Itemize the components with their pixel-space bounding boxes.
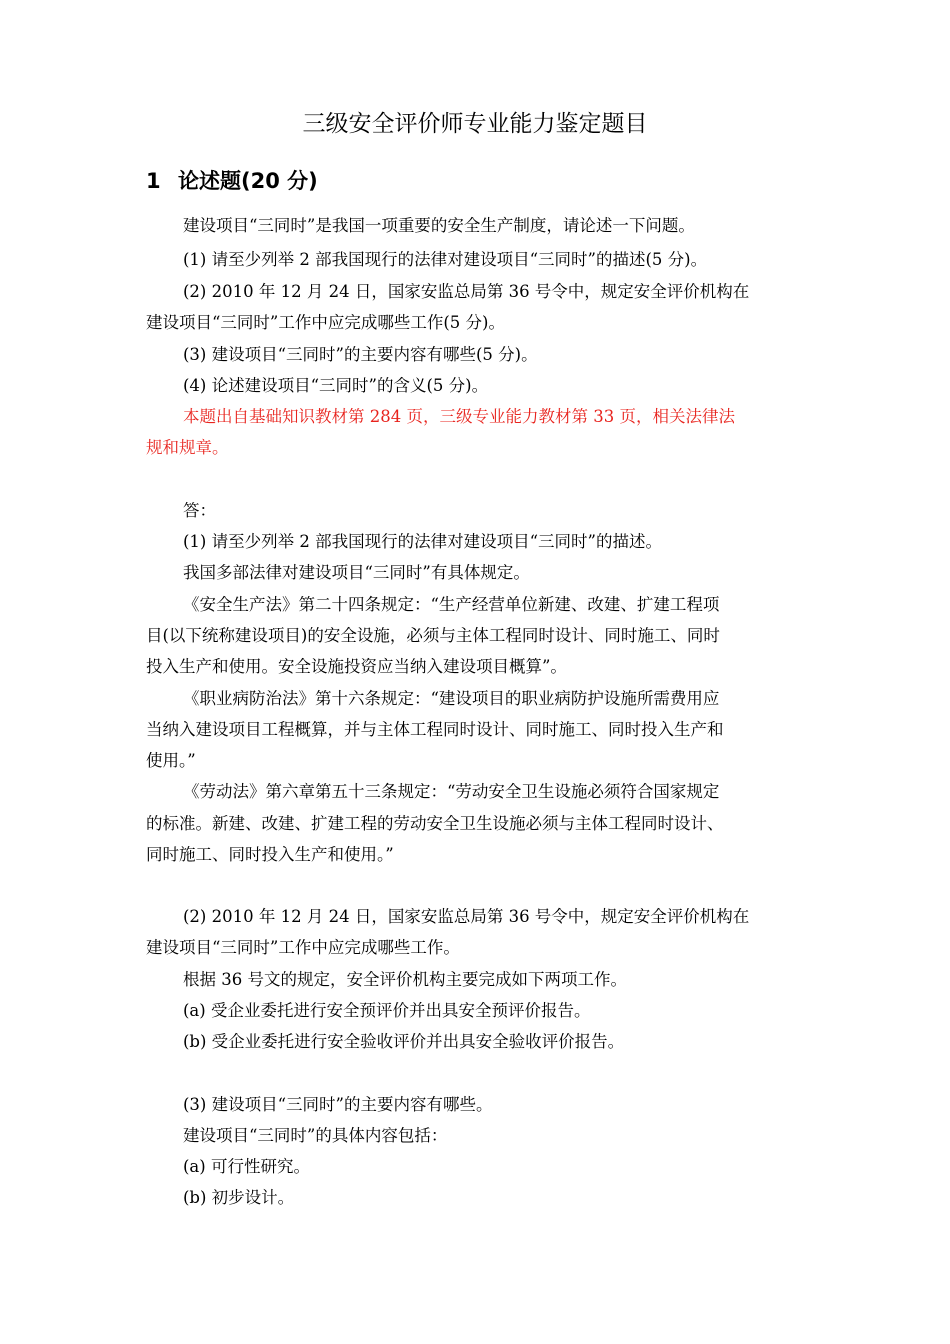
line-text: 《职业病防治法》第十六条规定：“建设项目的职业病防护设施所需费用应: [183, 689, 720, 708]
line-text: 投入生产和使用。安全设施投资应当纳入建设项目概算”。: [146, 657, 567, 676]
body-text-line: [146, 276, 810, 307]
line-text: 《劳动法》第六章第五十三条规定：“劳动安全卫生设施必须符合国家规定: [183, 782, 720, 801]
body-text-line: [146, 339, 810, 370]
body-text-line: [146, 995, 810, 1026]
line-text: 目(以下统称建设项目)的安全设施，必须与主体工程同时设计、同时施工、同时: [146, 626, 720, 645]
body-text-line: [146, 745, 810, 776]
body-text-line: [146, 839, 810, 870]
line-text: 根据 36 号文的规定，安全评价机构主要完成如下两项工作。: [183, 970, 627, 989]
body-text-line: [146, 683, 810, 714]
source-note-line: [146, 401, 810, 432]
line-text: (a) 受企业委托进行安全预评价并出具安全预评价报告。: [183, 1001, 591, 1020]
line-text: 规和规章。: [146, 438, 229, 457]
body-text-line: [146, 964, 810, 995]
line-text: 建设项目“三同时”是我国一项重要的安全生产制度，请论述一下问题。: [183, 216, 695, 235]
body-text-line: [146, 589, 810, 620]
line-text: (3) 建设项目“三同时”的主要内容有哪些。: [183, 1095, 493, 1114]
line-text: 建设项目“三同时”工作中应完成哪些工作(5 分)。: [146, 313, 505, 332]
body-text-line: [146, 495, 810, 526]
line-text: 我国多部法律对建设项目“三同时”有具体规定。: [183, 563, 530, 582]
line-text: 建设项目“三同时”的具体内容包括：: [183, 1126, 448, 1145]
section-heading: [146, 166, 318, 196]
line-text: 答：: [183, 501, 216, 520]
section-number: 1: [146, 169, 161, 193]
line-text: (2) 2010 年 12 月 24 日，国家安监总局第 36 号令中，规定安全评价机构在: [183, 282, 750, 301]
line-text: 《安全生产法》第二十四条规定：“生产经营单位新建、改建、扩建工程项: [183, 595, 720, 614]
body-text-line: [146, 370, 810, 401]
body-text-line: [146, 307, 810, 338]
line-text: (b) 受企业委托进行安全验收评价并出具安全验收评价报告。: [183, 1032, 625, 1051]
line-text: (2) 2010 年 12 月 24 日，国家安监总局第 36 号令中，规定安全评价机构在: [183, 907, 750, 926]
body-text-line: [146, 808, 810, 839]
line-text: 同时施工、同时投入生产和使用。”: [146, 845, 394, 864]
line-text: (a) 可行性研究。: [183, 1157, 310, 1176]
body-text-line: [146, 651, 810, 682]
line-text: 使用。”: [146, 751, 196, 770]
body-text-line: [146, 1151, 810, 1182]
line-text: 的标准。新建、改建、扩建工程的劳动安全卫生设施必须与主体工程同时设计、: [146, 814, 724, 833]
body-text-line: [146, 932, 810, 963]
line-text: (b) 初步设计。: [183, 1188, 295, 1207]
body-text-line: [146, 776, 810, 807]
body-text-line: [146, 1120, 810, 1151]
body-text-line: [146, 1182, 810, 1213]
body-text-line: [146, 526, 810, 557]
body-text-line: [146, 714, 810, 745]
body-text-line: [146, 620, 810, 651]
line-text: (1) 请至少列举 2 部我国现行的法律对建设项目“三同时”的描述(5 分)。: [183, 250, 708, 269]
body-text-line: [146, 1026, 810, 1057]
section-label: 论述题(20 分): [178, 169, 318, 193]
line-text: 本题出自基础知识教材第 284 页，三级专业能力教材第 33 页，相关法律法: [183, 407, 735, 426]
line-text: (4) 论述建设项目“三同时”的含义(5 分)。: [183, 376, 489, 395]
body-text-line: [146, 210, 810, 241]
line-text: (1) 请至少列举 2 部我国现行的法律对建设项目“三同时”的描述。: [183, 532, 662, 551]
body-text-line: [146, 244, 810, 275]
body-text-line: [146, 901, 810, 932]
body-text-line: [146, 1089, 810, 1120]
document-title: 三级安全评价师专业能力鉴定题目: [302, 111, 648, 137]
line-text: (3) 建设项目“三同时”的主要内容有哪些(5 分)。: [183, 345, 538, 364]
source-note-line: [146, 432, 810, 463]
body-text-line: [146, 557, 810, 588]
line-text: 当纳入建设项目工程概算，并与主体工程同时设计、同时施工、同时投入生产和: [146, 720, 724, 739]
line-text: 建设项目“三同时”工作中应完成哪些工作。: [146, 938, 460, 957]
